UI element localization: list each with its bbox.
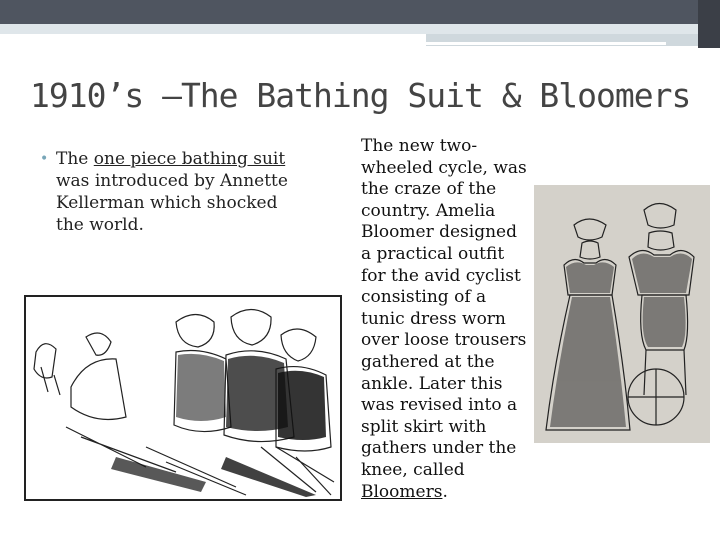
bullet-dot-icon: • <box>40 151 49 167</box>
sketch-women-bathing-suits-icon <box>24 295 342 501</box>
one-piece-bathing-suit-link[interactable]: one piece bathing suit <box>93 149 286 169</box>
banner-stripe <box>0 24 720 34</box>
banner-accent-line-2 <box>440 46 580 48</box>
bloomers-description-body: The new two-wheeled cycle, was the craze of the country. Amelia Bloomer designed a practical outfit for the avid cyclist consisting of a tunic dress worn over loose trousers gathered at the ankle. Later this was revised into a split skirt with gathers under the knee, called <box>361 136 527 480</box>
banner-accent-line <box>426 42 666 45</box>
bullet-text-start: The <box>56 149 94 169</box>
bathing-suits-sketch <box>26 297 340 499</box>
bloomers-link[interactable]: Bloomers <box>361 481 443 502</box>
banner-corner <box>698 0 720 48</box>
sketch-women-bloomers-bicycle-icon <box>534 185 710 443</box>
bloomers-description <box>361 136 531 503</box>
bloomers-description-end: . <box>442 481 448 502</box>
bloomers-bicycle-sketch <box>534 185 710 443</box>
bullet-text-end: was introduced by Annette Kellerman which shocked the world. <box>56 171 288 235</box>
bullet-item <box>40 148 306 236</box>
slide-top-banner <box>0 0 720 24</box>
slide-title: 1910’s –The Bathing Suit & Bloomers <box>30 76 691 115</box>
